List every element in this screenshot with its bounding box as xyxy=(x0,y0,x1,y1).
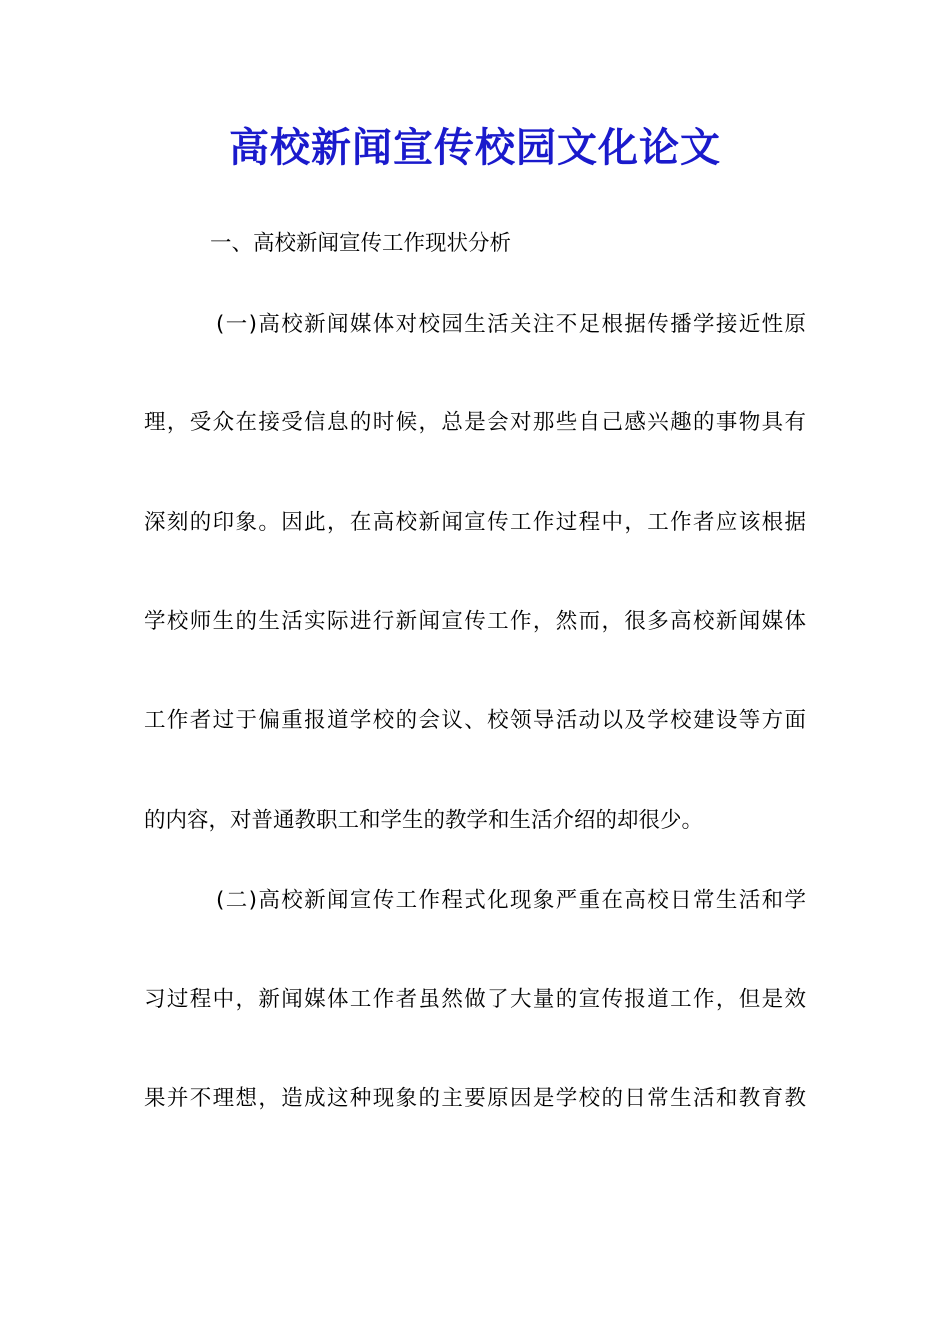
section-heading: 一、高校新闻宣传工作现状分析 xyxy=(210,231,512,256)
paragraph-line: 学校师生的生活实际进行新闻宣传工作，然而，很多高校新闻媒体 xyxy=(144,609,806,634)
paragraph-line: (二)高校新闻宣传工作程式化现象严重在高校日常生活和学 xyxy=(216,888,806,913)
paragraph-line: 工作者过于偏重报道学校的会议、校领导活动以及学校建设等方面 xyxy=(144,708,806,733)
paragraph-line: 理，受众在接受信息的时候，总是会对那些自己感兴趣的事物具有 xyxy=(144,410,806,435)
paragraph-line: 果并不理想，造成这种现象的主要原因是学校的日常生活和教育教 xyxy=(144,1086,806,1111)
paragraph-line: 习过程中，新闻媒体工作者虽然做了大量的宣传报道工作，但是效 xyxy=(144,987,806,1012)
paragraph-line: 深刻的印象。因此，在高校新闻宣传工作过程中，工作者应该根据 xyxy=(144,510,806,535)
document-title: 高校新闻宣传校园文化论文 xyxy=(229,124,721,171)
paragraph-line: 的内容，对普通教职工和学生的教学和生活介绍的却很少。 xyxy=(144,808,704,833)
paragraph-line: (一)高校新闻媒体对校园生活关注不足根据传播学接近性原 xyxy=(216,312,806,337)
